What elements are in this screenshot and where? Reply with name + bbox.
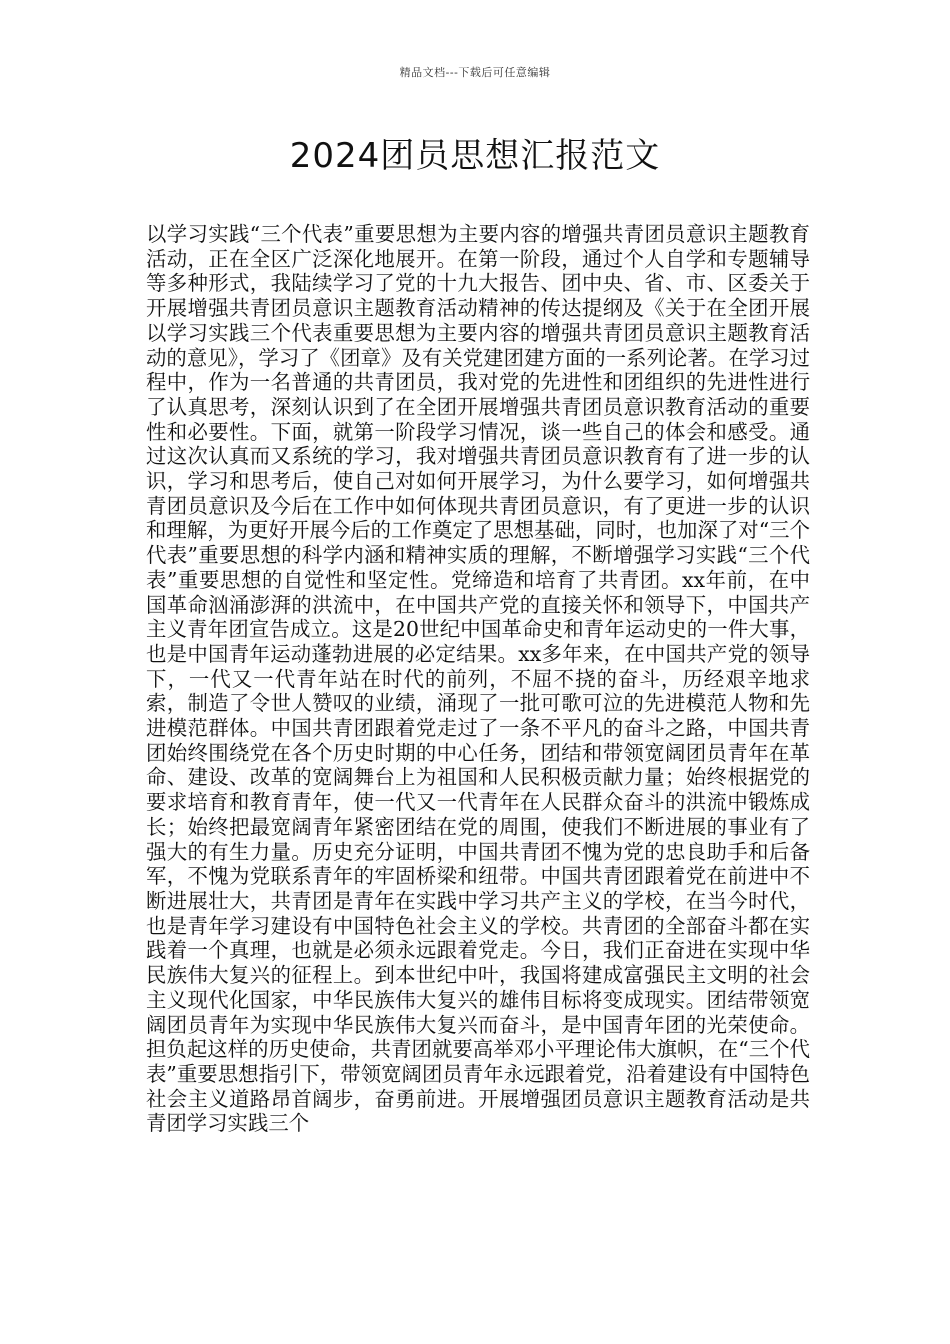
- document-body-paragraph: 以学习实践“三个代表”重要思想为主要内容的增强共青团员意识主题教育活动，正在全区广泛深化地展开。在第一阶段，通过个人自学和专题辅导等多种形式，我陆续学习了党的十九大报告、团中央、省、市、区委关于开展增强共青团员意识主题教育活动精神的传达提纲及《关于在全团开展以学习实践三个代表重要思想为主要内容的增强共青团员意识主题教育活动的意见》，学习了《团章》及有关党建团建方面的一系列论著。在学习过程中，作为一名普通的共青团员，我对党的先进性和团组织的先进性进行了认真思考，深刻认识到了在全团开展增强共青团员意识教育活动的重要性和必要性。下面，就第一阶段学习情况，谈一些自己的体会和感受。通过这次认真而又系统的学习，我对增强共青团员意识教育有了进一步的认识，学习和思考后，使自己对如何开展学习，为什么要学习，如何增强共青团员意识及今后在工作中如何体现共青团员意识，有了更进一步的认识和理解，为更好开展今后的工作奠定了思想基础，同时，也加深了对“三个代表”重要思想的科学内涵和精神实质的理解，不断增强学习实践“三个代表”重要思想的自觉性和坚定性。党缔造和培育了共青团。xx年前，在中国革命汹涌澎湃的洪流中，在中国共产党的直接关怀和领导下，中国共产主义青年团宣告成立。这是20世纪中国革命史和青年运动史的一件大事，也是中国青年运动蓬勃进展的必定结果。xx多年来，在中国共产党的领导下，一代又一代青年站在时代的前列，不屈不挠的奋斗，历经艰辛地求索，制造了令世人赞叹的业绩，涌现了一批可歌可泣的先进模范人物和先进模范群体。中国共青团跟着党走过了一条不平凡的奋斗之路，中国共青团始终围绕党在各个历史时期的中心任务，团结和带领宽阔团员青年在革命、建设、改革的宽阔舞台上为祖国和人民积极贡献力量；始终根据党的要求培育和教育青年，使一代又一代青年在人民群众奋斗的洪流中锻炼成长；始终把最宽阔青年紧密团结在党的周围，使我们不断进展的事业有了强大的有生力量。历史充分证明，中国共青团不愧为党的忠良助手和后备军，不愧为党联系青年的牢固桥梁和纽带。中国共青团跟着党在前进中不断进展壮大，共青团是青年在实践中学习共产主义的学校，在当今时代，也是青年学习建设有中国特色社会主义的学校。共青团的全部奋斗都在实践着一个真理，也就是必须永远跟着党走。今日，我们正奋进在实现中华民族伟大复兴的征程上。到本世纪中叶，我国将建成富强民主文明的社会主义现代化国家，中华民族伟大复兴的雄伟目标将变成现实。团结带领宽阔团员青年为实现中华民族伟大复兴而奋斗，是中国青年团的光荣使命。担负起这样的历史使命，共青团就要高举邓小平理论伟大旗帜，在“三个代表”重要思想指引下，带领宽阔团员青年永远跟着党，沿着建设有中国特色社会主义道路昂首阔步，奋勇前进。开展增强团员意识主题教育活动是共青团学习实践三个: [146, 222, 810, 1136]
- header-note: 精品文档---下载后可任意编辑: [399, 66, 551, 79]
- document-title: 2024团员思想汇报范文: [289, 136, 661, 176]
